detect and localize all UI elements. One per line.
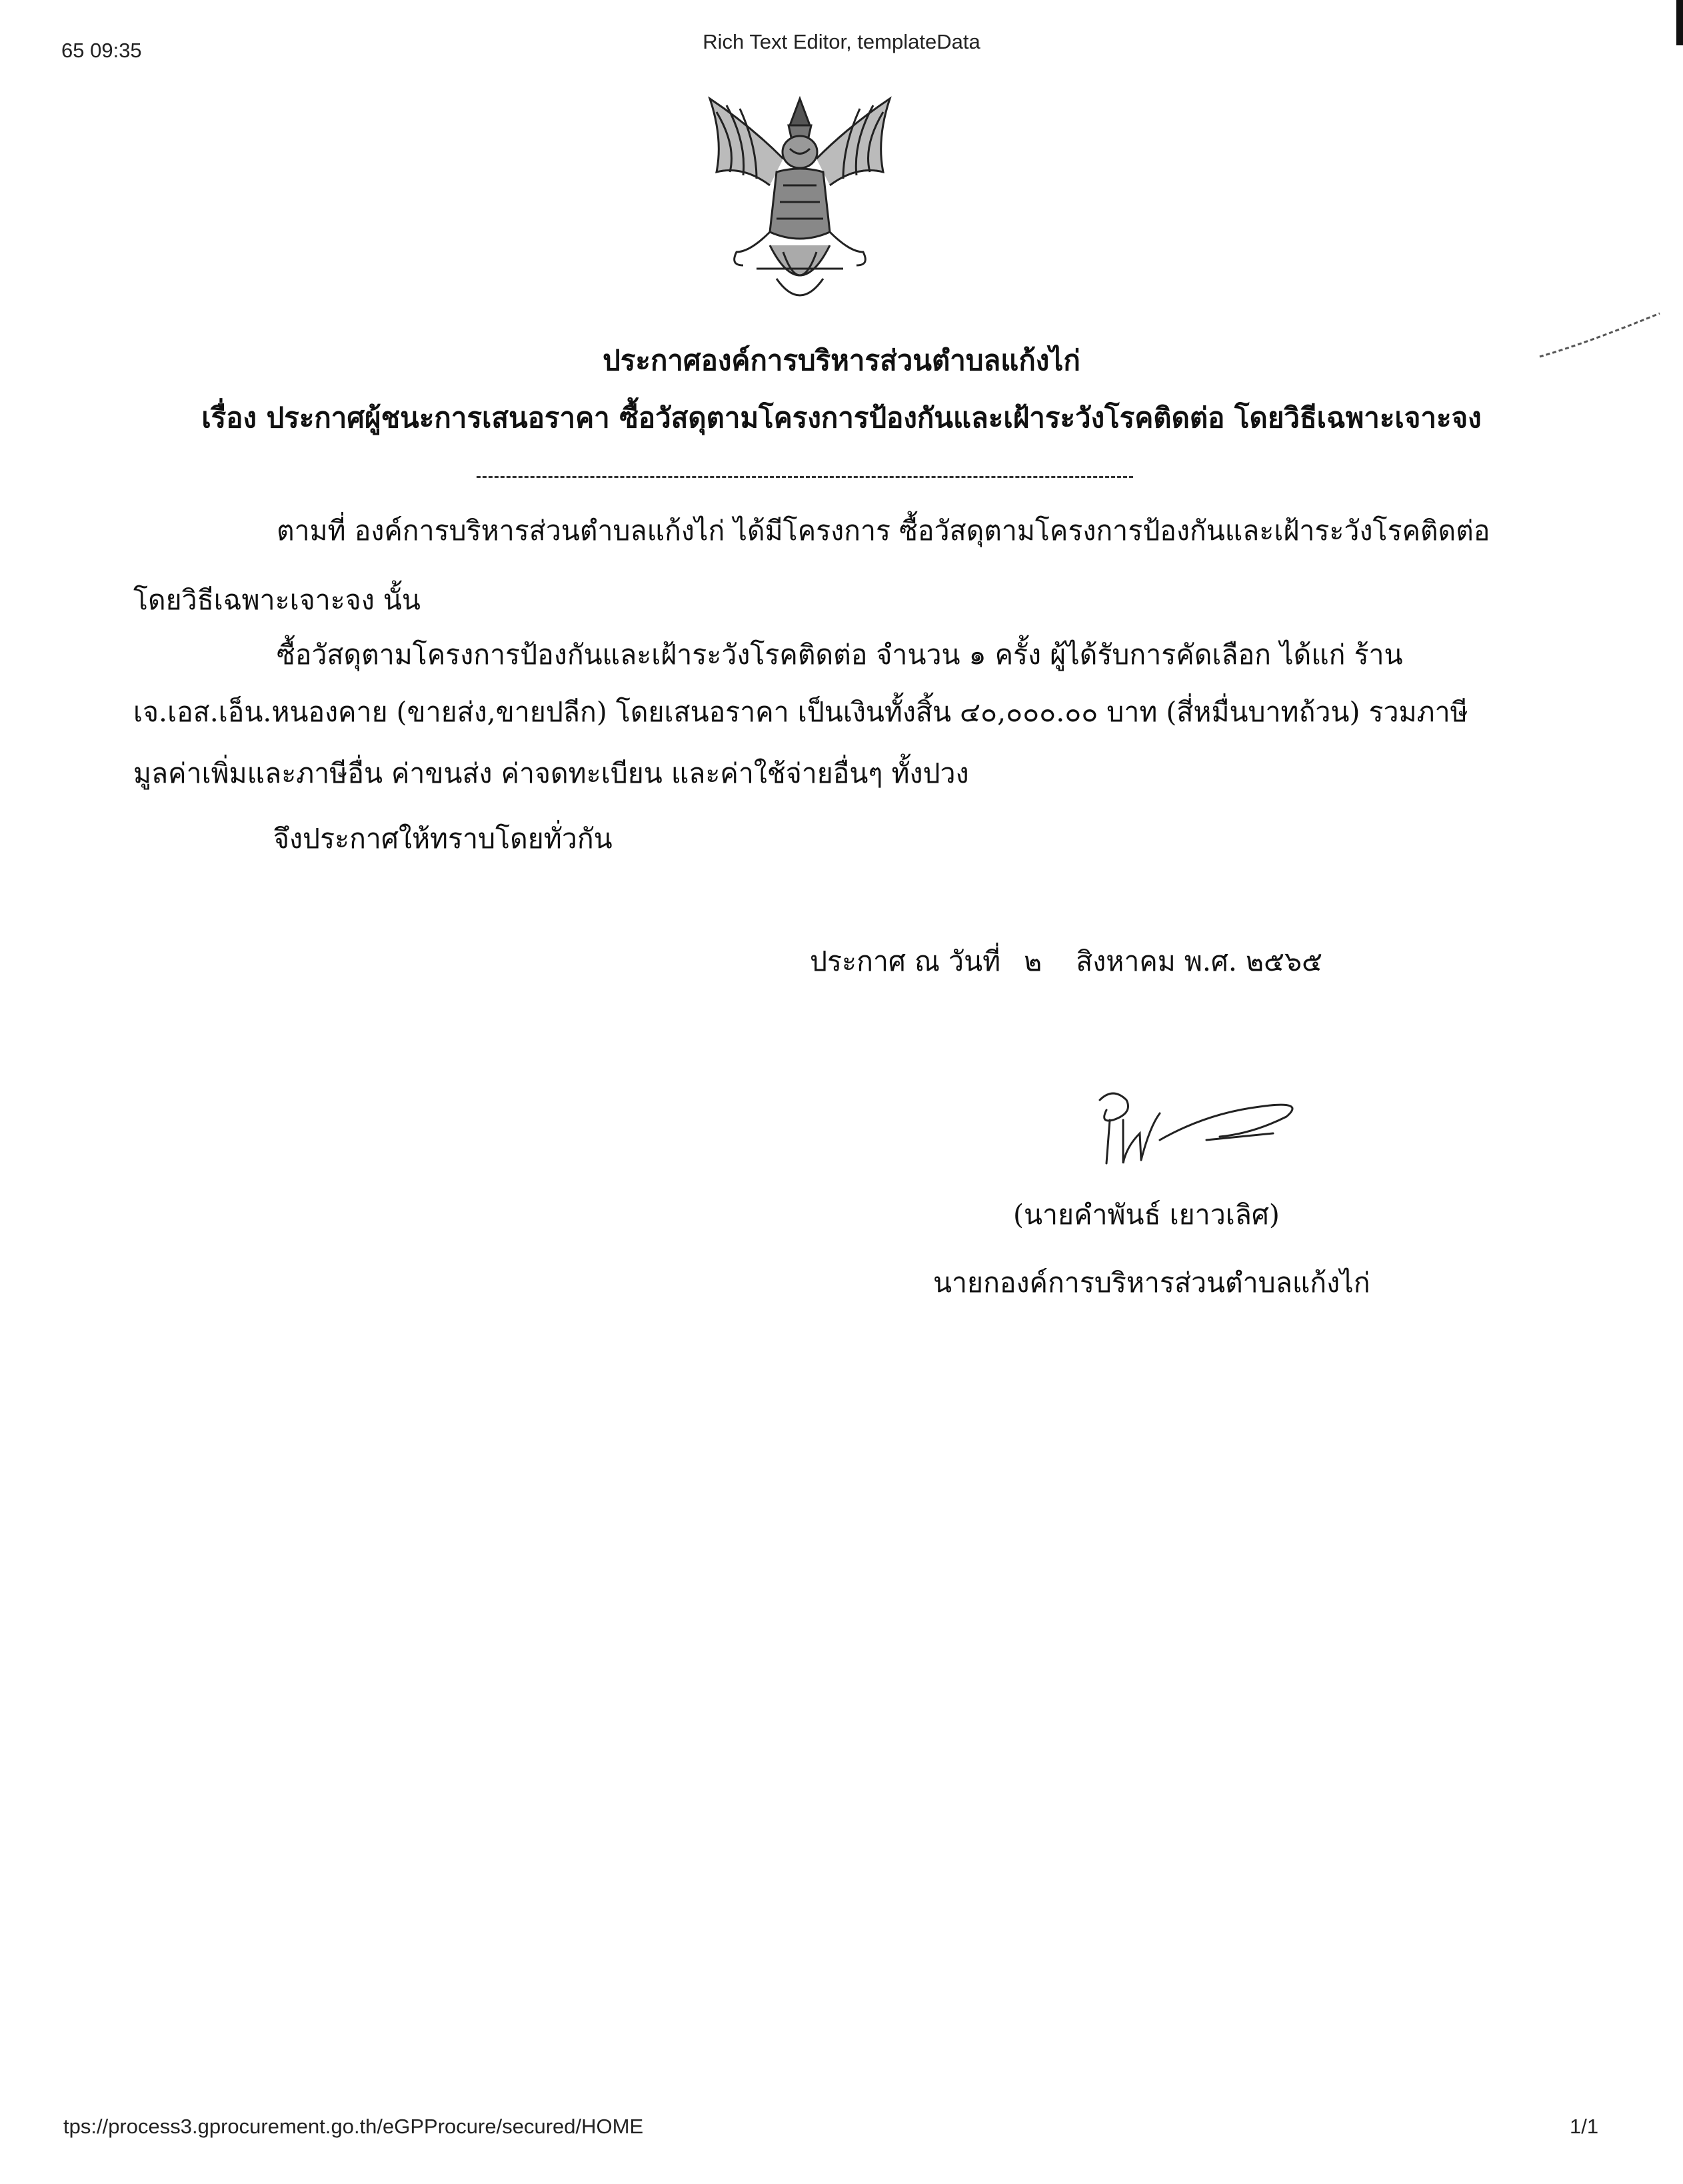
print-timestamp: 65 09:35	[61, 39, 142, 62]
signer-position: นายกองค์การบริหารส่วนตำบลแก้งไก่	[933, 1267, 1370, 1299]
date-suffix: สิงหาคม พ.ศ. ๒๕๖๕	[1076, 945, 1323, 977]
signer-name: (นายคำพันธ์ เยาวเลิศ)	[1013, 1199, 1280, 1231]
garuda-emblem-icon	[690, 85, 910, 319]
date-prefix: ประกาศ ณ วันที่	[810, 945, 1001, 977]
document-subject: เรื่อง ประกาศผู้ชนะการเสนอราคา ซื้อวัสดุตามโครงการป้องกันและเฝ้าระวังโรคติดต่อ โดยวิธีเฉพาะเจาะจง	[201, 401, 1482, 434]
print-page-number: 1/1	[1570, 2115, 1599, 2138]
announcement-date	[810, 940, 1322, 983]
paragraph-2-line-2: เจ.เอส.เอ็น.หนองคาย (ขายส่ง,ขายปลีก) โดยเสนอราคา เป็นเงินทั้งสิ้น ๔๐,๐๐๐.๐๐ บาท (สี่หมื่นบาทถ้วน) รวมภาษี	[133, 696, 1468, 728]
paragraph-1-line-2: โดยวิธีเฉพาะเจาะจง นั้น	[133, 584, 421, 616]
paragraph-3: จึงประกาศให้ทราบโดยทั่วกัน	[273, 823, 613, 855]
print-url: tps://process3.gprocurement.go.th/eGPProcure/secured/HOME	[63, 2115, 644, 2138]
handwritten-signature	[1086, 1073, 1313, 1173]
paragraph-2-line-3: มูลค่าเพิ่มและภาษีอื่น ค่าขนส่ง ค่าจดทะเบียน และค่าใช้จ่ายอื่นๆ ทั้งปวง	[133, 757, 969, 789]
document-title: ประกาศองค์การบริหารส่วนตำบลแก้งไก่	[603, 344, 1080, 377]
print-page-title: Rich Text Editor, templateData	[703, 30, 980, 53]
date-day: ๒	[1024, 945, 1042, 977]
paragraph-2-line-1: ซื้อวัสดุตามโครงการป้องกันและเฝ้าระวังโรคติดต่อ จำนวน ๑ ครั้ง ผู้ได้รับการคัดเลือก ได้แก่ ร้าน	[277, 639, 1403, 671]
scan-mark	[1533, 303, 1666, 377]
paragraph-1-line-1: ตามที่ องค์การบริหารส่วนตำบลแก้งไก่ ได้มีโครงการ ซื้อวัสดุตามโครงการป้องกันและเฝ้าระวังโรคติดต่อ	[277, 515, 1490, 547]
title-divider	[477, 476, 1133, 478]
